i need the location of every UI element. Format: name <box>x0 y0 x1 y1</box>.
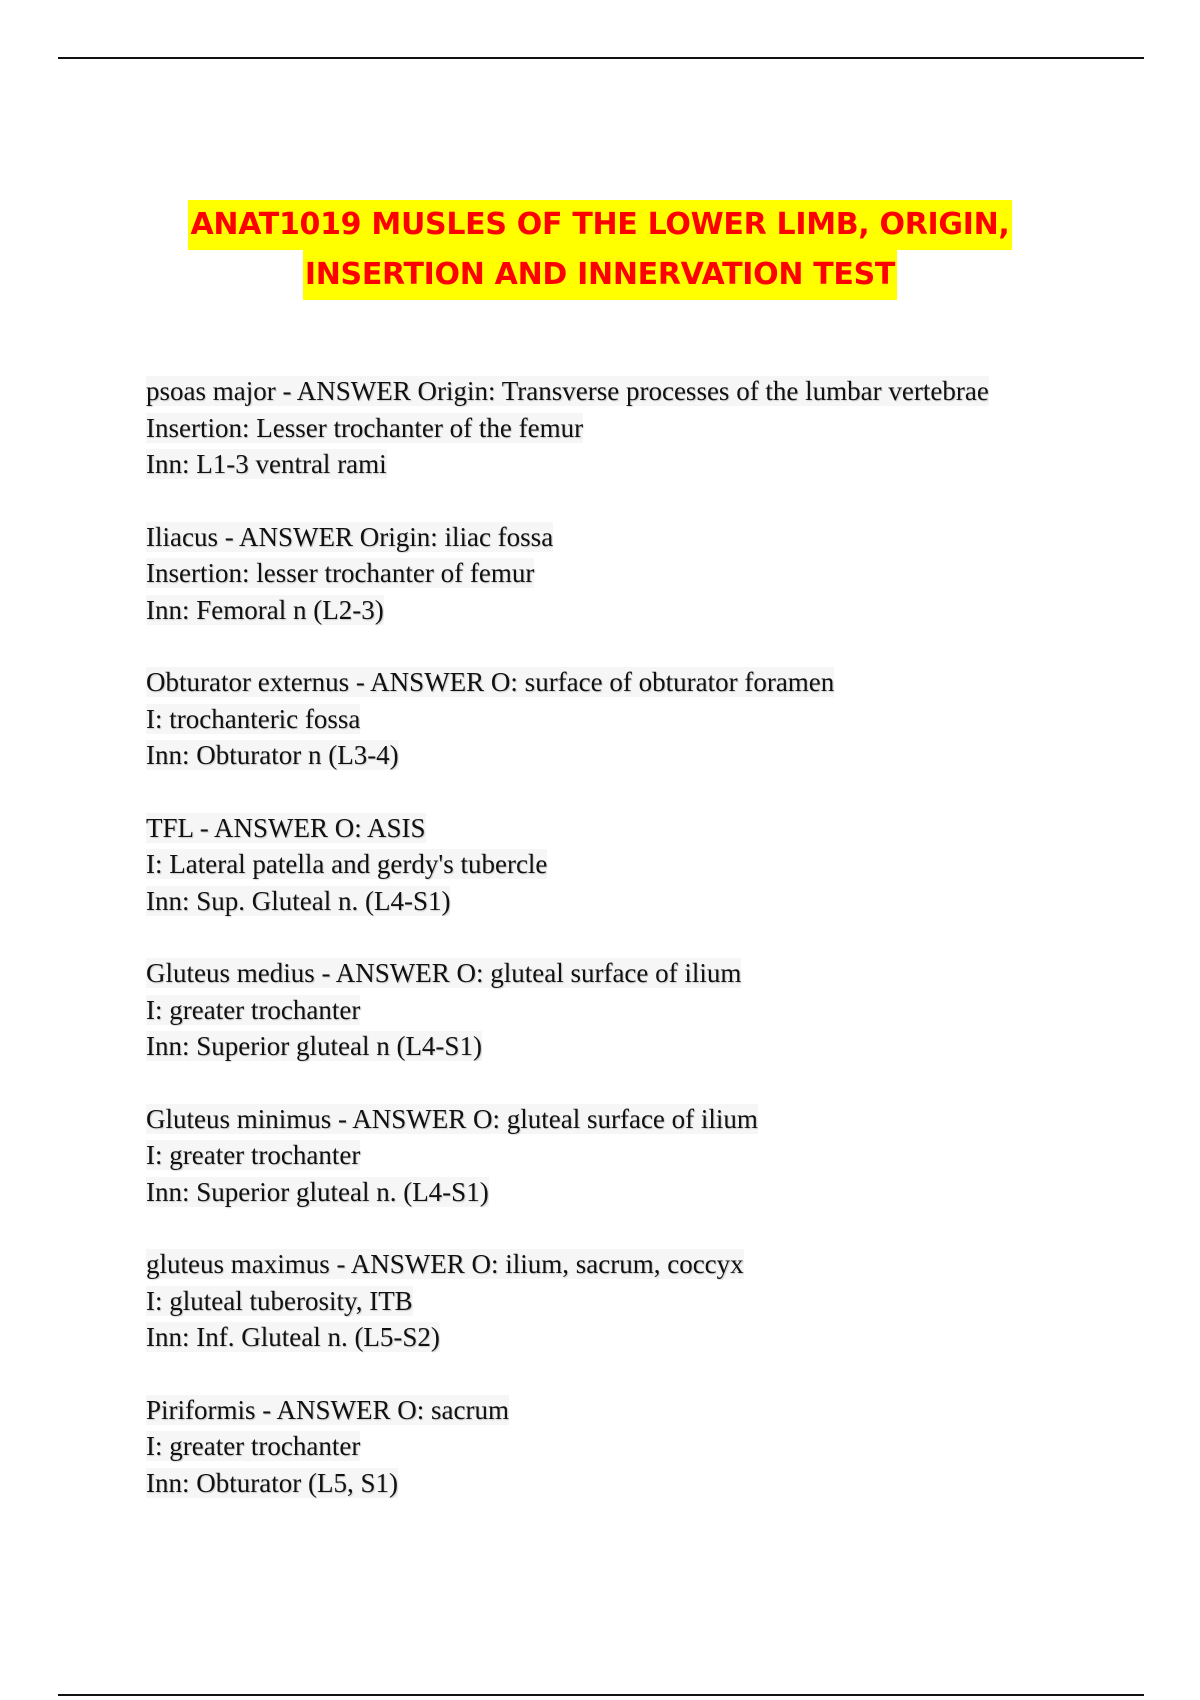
qa-question-answer: Gluteus minimus - ANSWER O: gluteal surface of ilium <box>146 1103 758 1134</box>
qa-question-answer: TFL - ANSWER O: ASIS <box>146 812 426 843</box>
qa-insertion: I: greater trochanter <box>146 994 361 1025</box>
qa-innervation: Inn: Obturator (L5, S1) <box>146 1467 398 1498</box>
qa-line <box>146 1319 1146 1356</box>
title-line-2: INSERTION AND INNERVATION TEST <box>303 250 897 300</box>
qa-question-answer: Piriformis - ANSWER O: sacrum <box>146 1394 509 1425</box>
bottom-rule <box>58 1694 1144 1696</box>
qa-line <box>146 955 1146 992</box>
qa-line <box>146 1137 1146 1174</box>
qa-line <box>146 1101 1146 1138</box>
top-rule <box>58 57 1144 59</box>
qa-innervation: Inn: Obturator n (L3-4) <box>146 740 399 770</box>
qa-question-answer: Iliacus - ANSWER Origin: iliac fossa <box>146 521 554 552</box>
qa-line <box>146 664 1146 701</box>
qa-line <box>146 410 1146 447</box>
qa-line <box>146 373 1146 410</box>
qa-item-iliacus <box>146 519 1146 629</box>
qa-insertion: I: gluteal tuberosity, ITB <box>146 1285 413 1316</box>
qa-insertion: I: greater trochanter <box>146 1140 361 1170</box>
qa-line <box>146 701 1146 738</box>
qa-question-answer: Obturator externus - ANSWER O: surface of obturator foramen <box>146 667 835 697</box>
qa-line <box>146 883 1146 920</box>
qa-line <box>146 1028 1146 1065</box>
qa-line <box>146 810 1146 847</box>
qa-line <box>146 1174 1146 1211</box>
qa-line <box>146 737 1146 774</box>
qa-item-psoas-major <box>146 373 1146 483</box>
qa-item-gluteus-medius <box>146 955 1146 1065</box>
qa-line <box>146 519 1146 556</box>
qa-line <box>146 1392 1146 1429</box>
qa-question-answer: gluteus maximus - ANSWER O: ilium, sacrum, coccyx <box>146 1249 744 1279</box>
qa-line <box>146 846 1146 883</box>
title-line-1: ANAT1019 MUSLES OF THE LOWER LIMB, ORIGIN, <box>188 200 1011 250</box>
qa-item-obturator-externus <box>146 664 1146 774</box>
qa-line <box>146 1465 1146 1502</box>
qa-innervation: Inn: Superior gluteal n. (L4-S1) <box>146 1176 489 1207</box>
qa-item-gluteus-minimus <box>146 1101 1146 1211</box>
qa-item-gluteus-maximus <box>146 1246 1146 1356</box>
qa-question-answer: psoas major - ANSWER Origin: Transverse processes of the lumbar vertebrae <box>146 376 989 406</box>
qa-insertion: I: greater trochanter <box>146 1431 361 1461</box>
qa-insertion: Insertion: lesser trochanter of femur <box>146 558 535 588</box>
qa-line <box>146 992 1146 1029</box>
qa-line <box>146 446 1146 483</box>
qa-line <box>146 592 1146 629</box>
qa-line <box>146 1283 1146 1320</box>
qa-innervation: Inn: Sup. Gluteal n. (L4-S1) <box>146 885 451 916</box>
document-title <box>0 200 1200 300</box>
qa-line <box>146 555 1146 592</box>
qa-innervation: Inn: Femoral n (L2-3) <box>146 594 384 625</box>
qa-innervation: Inn: Superior gluteal n (L4-S1) <box>146 1031 482 1061</box>
qa-insertion: I: trochanteric fossa <box>146 703 361 734</box>
qa-innervation: Inn: L1-3 ventral rami <box>146 449 387 479</box>
qa-item-piriformis <box>146 1392 1146 1502</box>
qa-insertion: I: Lateral patella and gerdy's tubercle <box>146 849 548 879</box>
qa-question-answer: Gluteus medius - ANSWER O: gluteal surface of ilium <box>146 958 742 988</box>
qa-line <box>146 1246 1146 1283</box>
qa-innervation: Inn: Inf. Gluteal n. (L5-S2) <box>146 1322 440 1352</box>
qa-list <box>146 373 1146 1537</box>
qa-item-tfl <box>146 810 1146 920</box>
qa-insertion: Insertion: Lesser trochanter of the femur <box>146 412 584 443</box>
qa-line <box>146 1428 1146 1465</box>
